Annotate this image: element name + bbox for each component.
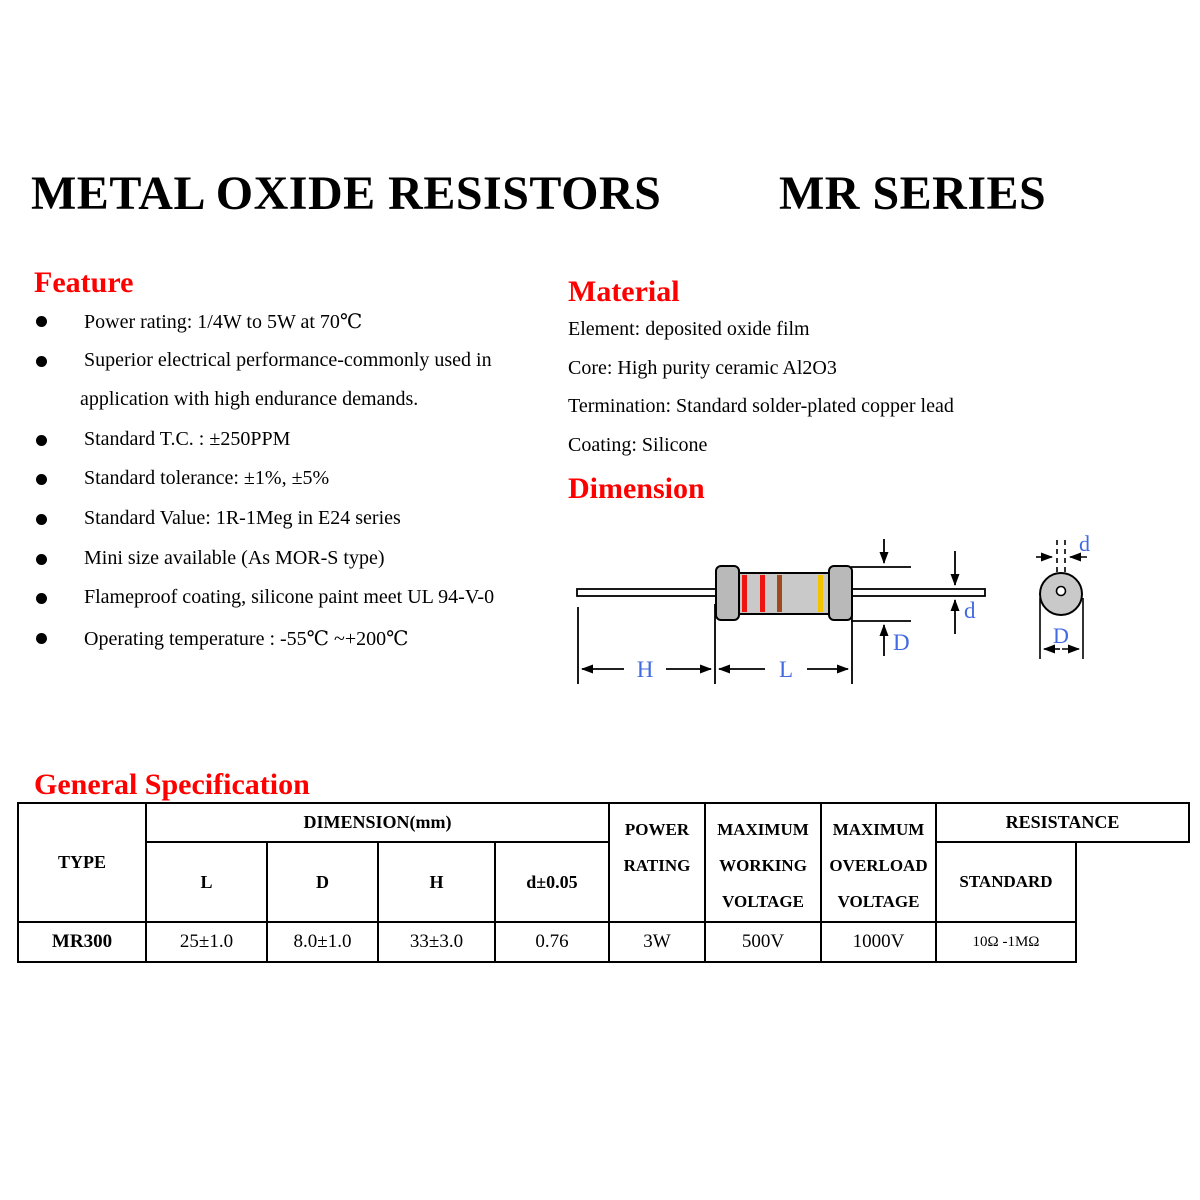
- feature-item: [34, 467, 574, 507]
- bullet-icon: [36, 316, 47, 327]
- bullet-icon: [36, 593, 47, 604]
- table-header-max-working-voltage: [704, 802, 822, 923]
- feature-item: [34, 586, 574, 626]
- feature-item-text: Mini size available (As MOR-S type): [84, 546, 385, 569]
- section-heading-material: Material: [568, 275, 680, 308]
- dim-label-end-lead-diameter: d: [1079, 531, 1090, 556]
- table-header-standard: STANDARD: [935, 841, 1077, 923]
- table-header-l: L: [145, 841, 268, 923]
- dim-label-body-diameter: D: [893, 630, 910, 655]
- table-header-d-tolerance: d±0.05: [494, 841, 610, 923]
- right-lead-wire: [847, 589, 985, 596]
- color-band-yellow: [818, 575, 823, 612]
- feature-item: [34, 309, 574, 349]
- table-header-max-overload-voltage: [820, 802, 937, 923]
- feature-item: [34, 626, 574, 666]
- feature-item-text: Standard Value: 1R-1Meg in E24 series: [84, 506, 401, 529]
- table-header-d: D: [266, 841, 379, 923]
- color-band-red-1: [742, 575, 747, 612]
- feature-item-text: Standard tolerance: ±1%, ±5%: [84, 467, 330, 490]
- resistor-body: [737, 573, 832, 614]
- feature-list: [34, 309, 574, 665]
- material-line: Core: High purity ceramic Al2O3: [568, 356, 837, 379]
- header-line: POWER: [624, 820, 690, 839]
- feature-item-text: application with high endurance demands.: [80, 388, 419, 411]
- table-header-resistance: RESISTANCE: [935, 802, 1190, 843]
- material-line: Termination: Standard solder-plated copper lead: [568, 395, 954, 418]
- feature-item-text: Flameproof coating, silicone paint meet UL 94-V-0: [84, 586, 495, 609]
- bullet-icon: [36, 633, 47, 644]
- bullet-icon: [36, 554, 47, 565]
- table-header-dimension-mm: DIMENSION(mm): [145, 802, 610, 843]
- feature-item-continuation: [34, 388, 574, 428]
- feature-item: [34, 349, 574, 389]
- page-title: METAL OXIDE RESISTORS: [31, 167, 662, 220]
- feature-item: [34, 428, 574, 468]
- series-title: MR SERIES: [779, 167, 1047, 220]
- bullet-icon: [36, 514, 47, 525]
- resistor-cap-left: [716, 566, 739, 620]
- resistor-cap-right: [829, 566, 852, 620]
- bullet-icon: [36, 435, 47, 446]
- table-header-h: H: [377, 841, 496, 923]
- dim-label-body-length: L: [778, 657, 794, 682]
- dim-label-lead-length: H: [636, 657, 654, 682]
- table-cell-resistance-range: 10Ω -1MΩ: [935, 921, 1077, 963]
- feature-item: [34, 507, 574, 547]
- material-line: Element: deposited oxide film: [568, 318, 810, 340]
- feature-item-text: Power rating: 1/4W to 5W at 70℃: [84, 311, 363, 333]
- header-line: VOLTAGE: [722, 892, 804, 911]
- table-cell-d: 8.0±1.0: [266, 921, 379, 963]
- header-line: VOLTAGE: [837, 892, 920, 911]
- table-cell-h: 33±3.0: [377, 921, 496, 963]
- resistor-dimension-diagram: [555, 525, 1200, 700]
- header-line: MAXIMUM: [832, 820, 925, 839]
- table-cell-type: MR300: [17, 921, 147, 963]
- color-band-brown: [777, 575, 782, 612]
- feature-item: [34, 547, 574, 587]
- left-lead-wire: [577, 589, 717, 596]
- feature-item-text: Operating temperature : -55℃ ~+200℃: [84, 627, 409, 650]
- table-header-power-rating: [608, 802, 706, 923]
- section-heading-general-specification: General Specification: [34, 768, 310, 801]
- color-band-red-2: [760, 575, 765, 612]
- table-header-type: TYPE: [17, 802, 147, 923]
- header-line: MAXIMUM: [717, 820, 809, 839]
- material-line: Coating: Silicone: [568, 434, 708, 457]
- bullet-icon: [36, 474, 47, 485]
- header-line: WORKING: [719, 856, 807, 875]
- table-cell-power-rating: 3W: [608, 921, 706, 963]
- dim-label-end-body-diameter: D: [1053, 623, 1069, 648]
- header-line: RATING: [623, 856, 691, 875]
- feature-item-text: Standard T.C. : ±250PPM: [84, 427, 291, 450]
- material-list: [568, 318, 954, 473]
- feature-item-text: Superior electrical performance-commonly used in: [84, 348, 492, 371]
- table-cell-d-tolerance: 0.76: [494, 921, 610, 963]
- header-line: OVERLOAD: [829, 856, 928, 875]
- table-cell-working-voltage: 500V: [704, 921, 822, 963]
- table-cell-overload-voltage: 1000V: [820, 921, 937, 963]
- section-heading-dimension: Dimension: [568, 472, 705, 505]
- dim-label-lead-diameter: d: [964, 598, 976, 623]
- table-cell-l: 25±1.0: [145, 921, 268, 963]
- bullet-icon: [36, 356, 47, 367]
- lead-hole: [1057, 587, 1066, 596]
- section-heading-feature: Feature: [34, 266, 134, 299]
